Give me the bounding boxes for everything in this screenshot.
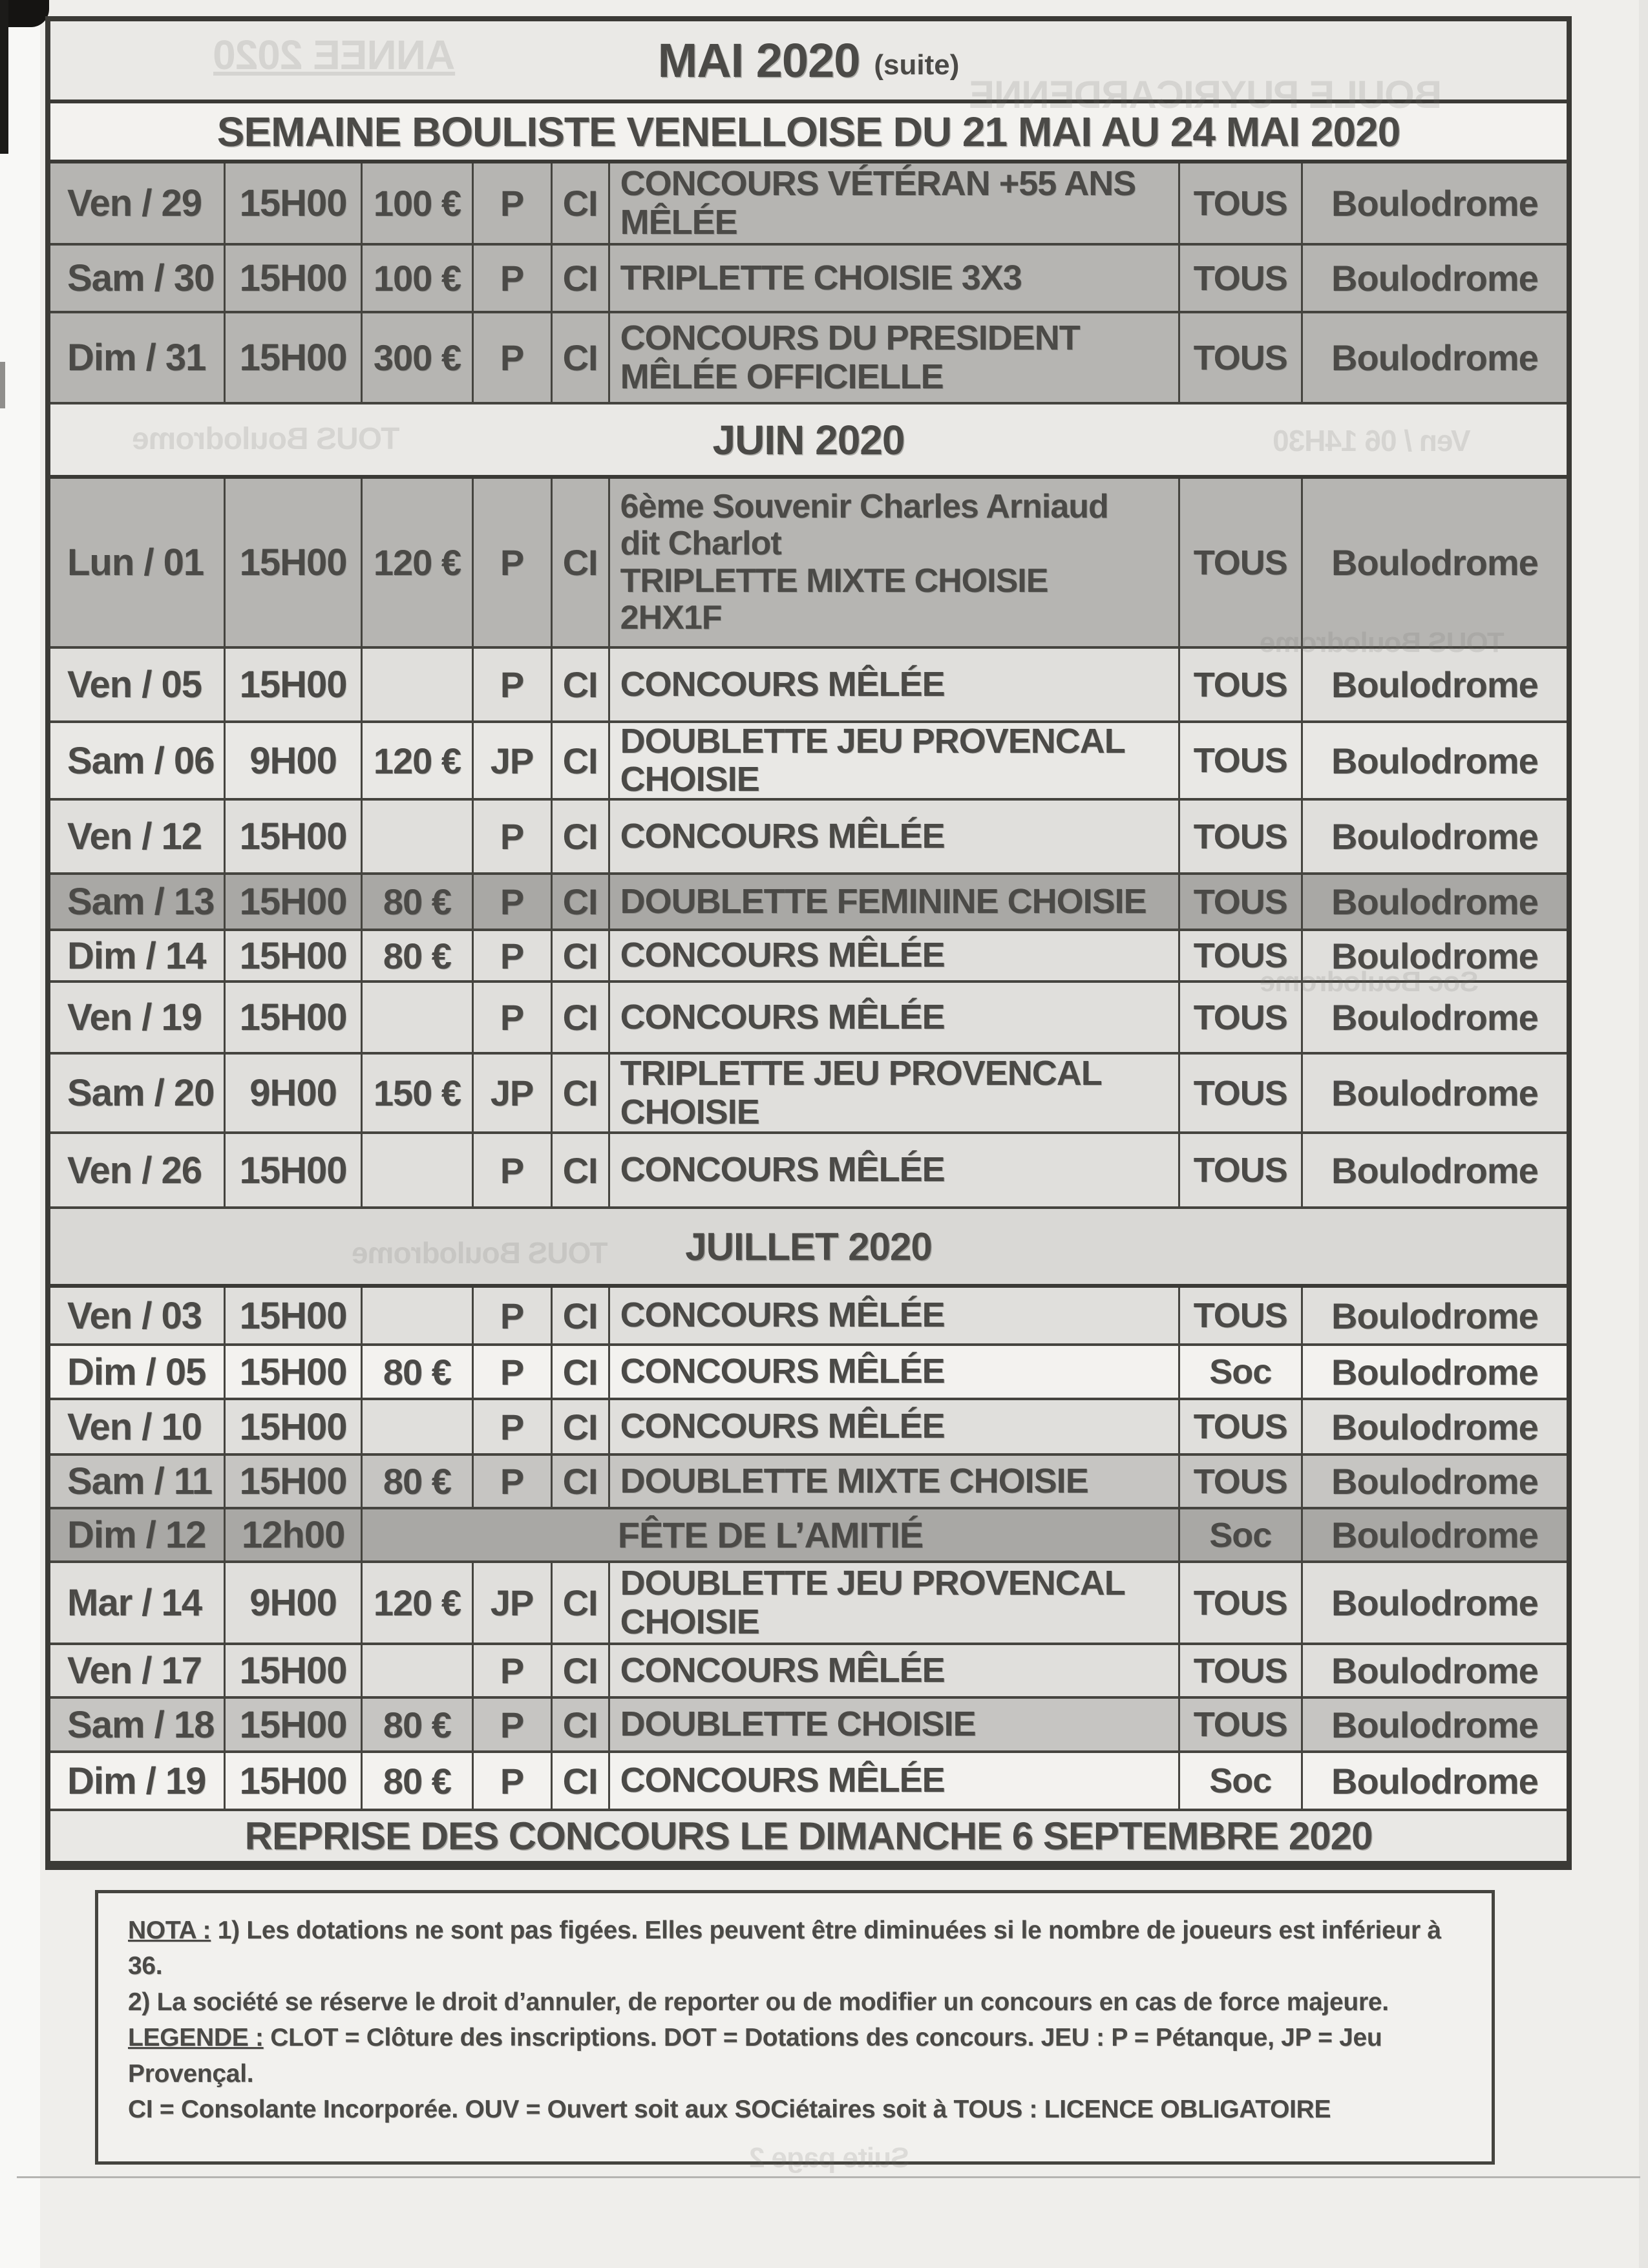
cell-venue: Boulodrome <box>1331 1461 1538 1502</box>
cell-ouv: Soc <box>1180 1509 1303 1560</box>
cell-ci: CI <box>553 1645 610 1696</box>
cell-ci: CI <box>553 931 610 980</box>
bleedthrough-text: ANNEE 2020 <box>213 32 456 78</box>
cell-ouv: TOUS <box>1180 649 1303 720</box>
cell-jeu: JP <box>474 1563 553 1643</box>
cell-event <box>610 1346 1180 1398</box>
month-title-suffix: (suite) <box>874 48 960 81</box>
event-line: CHOISIE <box>620 1092 759 1131</box>
event-line: CONCOURS MÊLÉE <box>620 936 945 975</box>
cell-event-merged: FÊTE DE L’AMITIÉ <box>363 1509 1180 1560</box>
event-line: DOUBLETTE MIXTE CHOISIE <box>620 1461 1088 1500</box>
cell-ci: CI <box>553 1346 610 1398</box>
event-line: CONCOURS MÊLÉE <box>620 664 945 704</box>
cell-ouv: TOUS <box>1180 931 1303 980</box>
cell-price: 80 € <box>363 931 473 980</box>
cell-ouv: TOUS <box>1180 1456 1303 1507</box>
cell-day: Dim / 14 <box>50 931 226 980</box>
cell-ouv: TOUS <box>1180 1400 1303 1453</box>
event-line: CHOISIE <box>620 1602 759 1641</box>
scan-artifact-edge-strip <box>0 0 8 154</box>
cell-event <box>610 479 1180 646</box>
bleedthrough-text: TOUS Boulodrome <box>132 422 400 456</box>
cell-time: 15H00 <box>226 1400 363 1453</box>
cell-jeu: P <box>474 931 553 980</box>
cell-venue: Boulodrome <box>1331 1582 1538 1623</box>
schedule-row <box>50 313 1567 404</box>
schedule-row <box>50 1288 1567 1346</box>
event-line: CONCOURS MÊLÉE <box>620 997 945 1036</box>
event-line: TRIPLETTE MIXTE CHOISIE <box>620 562 1048 600</box>
schedule-row <box>50 801 1567 875</box>
event-line: DOUBLETTE JEU PROVENCAL <box>620 723 1125 761</box>
event-line: dit Charlot <box>620 525 781 563</box>
cell-time: 15H00 <box>226 1456 363 1507</box>
cell-time: 15H00 <box>226 983 363 1052</box>
legende-line2-pre: CI = Consolante Incorporée. OUV = Ouvert soit aux <box>128 2095 735 2123</box>
cell-ci: CI <box>553 1400 610 1453</box>
event-line: CONCOURS DU PRESIDENT <box>620 319 1080 358</box>
cell-price: 100 € <box>363 246 473 311</box>
cell-event <box>610 1563 1180 1643</box>
cell-ouv: TOUS <box>1180 875 1303 929</box>
cell-event <box>610 1288 1180 1343</box>
cell-jeu: JP <box>474 1055 553 1131</box>
cell-jeu: P <box>474 1753 553 1809</box>
cell-event <box>610 1645 1180 1696</box>
cell-time: 9H00 <box>226 1055 363 1131</box>
month-title: JUILLET 2020 <box>685 1224 932 1268</box>
cell-jeu: P <box>474 246 553 311</box>
cell-day: Ven / 19 <box>50 983 226 1052</box>
cell-time: 15H00 <box>226 1645 363 1696</box>
cell-event <box>610 1055 1180 1131</box>
cell-day: Ven / 17 <box>50 1645 226 1696</box>
cell-venue: Boulodrome <box>1331 1351 1538 1392</box>
cell-jeu: P <box>474 313 553 402</box>
cell-day: Ven / 03 <box>50 1288 226 1343</box>
event-line: CONCOURS MÊLÉE <box>620 816 945 856</box>
cell-jeu: P <box>474 649 553 720</box>
nota-line-1 <box>128 1913 1462 1984</box>
cell-jeu: P <box>474 1400 553 1453</box>
cell-jeu: P <box>474 1288 553 1343</box>
event-line: MÊLÉE <box>620 202 737 242</box>
cell-time: 15H00 <box>226 1134 363 1206</box>
cell-ci: CI <box>553 983 610 1052</box>
cell-event <box>610 931 1180 980</box>
cell-ouv: TOUS <box>1180 246 1303 311</box>
legende-line1-text: CLOT = Clôture des inscriptions. DOT = Dotations des concours. JEU : P = Pétanque, JP = Jeu Provençal. <box>128 2024 1382 2088</box>
cell-day: Ven / 26 <box>50 1134 226 1206</box>
event-line: DOUBLETTE FEMININE CHOISIE <box>620 881 1146 921</box>
cell-ouv: TOUS <box>1180 1699 1303 1750</box>
cell-event <box>610 983 1180 1052</box>
cell-time: 15H00 <box>226 163 363 243</box>
event-line: DOUBLETTE JEU PROVENCAL <box>620 1564 1125 1603</box>
cell-venue: Boulodrome <box>1331 935 1538 976</box>
cell-jeu: P <box>474 479 553 646</box>
cell-day: Dim / 19 <box>50 1753 226 1809</box>
banner-text: REPRISE DES CONCOURS LE DIMANCHE 6 SEPTEMBRE 2020 <box>244 1814 1373 1858</box>
cell-time: 12h00 <box>226 1509 363 1560</box>
cell-venue: Boulodrome <box>1331 1150 1538 1191</box>
cell-jeu: JP <box>474 723 553 798</box>
cell-ci: CI <box>553 1753 610 1809</box>
scan-left-paper-edge <box>0 0 40 2268</box>
cell-ci: CI <box>553 1456 610 1507</box>
cell-ci: CI <box>553 1288 610 1343</box>
legende-line2-mid: iétaires soit à <box>788 2095 954 2123</box>
cell-ci: CI <box>553 163 610 243</box>
cell-time: 15H00 <box>226 801 363 872</box>
cell-ci: CI <box>553 649 610 720</box>
cell-event <box>610 163 1180 243</box>
cell-venue: Boulodrome <box>1331 1406 1538 1447</box>
cell-jeu: P <box>474 875 553 929</box>
cell-price: 120 € <box>363 723 473 798</box>
cell-day: Dim / 05 <box>50 1346 226 1398</box>
cell-ci: CI <box>553 723 610 798</box>
cell-event <box>610 1753 1180 1809</box>
cell-price <box>363 1288 473 1343</box>
banner-text: SEMAINE BOULISTE VENELLOISE DU 21 MAI AU 24 MAI 2020 <box>217 108 1400 155</box>
schedule-row <box>50 1699 1567 1753</box>
cell-event <box>610 723 1180 798</box>
event-line: TRIPLETTE CHOISIE 3X3 <box>620 258 1022 297</box>
cell-price <box>363 1400 473 1453</box>
schedule-row <box>50 1753 1567 1811</box>
cell-ci: CI <box>553 1055 610 1131</box>
cell-venue: Boulodrome <box>1331 664 1538 705</box>
cell-jeu: P <box>474 1134 553 1206</box>
schedule-table <box>45 16 1572 1870</box>
cell-event <box>610 649 1180 720</box>
cell-price: 80 € <box>363 1699 473 1750</box>
cell-time: 9H00 <box>226 723 363 798</box>
schedule-row <box>50 1400 1567 1456</box>
month-title: JUIN 2020 <box>712 416 905 463</box>
cell-day: Mar / 14 <box>50 1563 226 1643</box>
cell-ouv: TOUS <box>1180 1134 1303 1206</box>
cell-price: 80 € <box>363 875 473 929</box>
cell-day: Ven / 05 <box>50 649 226 720</box>
cell-ci: CI <box>553 246 610 311</box>
schedule-row <box>50 1055 1567 1134</box>
cell-day: Sam / 13 <box>50 875 226 929</box>
event-line: CONCOURS MÊLÉE <box>620 1650 945 1690</box>
nota-label: NOTA : <box>128 1916 211 1944</box>
cell-ouv: Soc <box>1180 1346 1303 1398</box>
event-line: TRIPLETTE JEU PROVENCAL <box>620 1055 1102 1093</box>
cell-day: Sam / 18 <box>50 1699 226 1750</box>
event-line: MÊLÉE OFFICIELLE <box>620 357 944 396</box>
cell-ci: CI <box>553 875 610 929</box>
cell-venue: Boulodrome <box>1331 816 1538 857</box>
cell-ouv: TOUS <box>1180 723 1303 798</box>
cell-venue: Boulodrome <box>1331 881 1538 922</box>
cell-day: Dim / 12 <box>50 1509 226 1560</box>
event-line: DOUBLETTE CHOISIE <box>620 1705 976 1744</box>
cell-time: 15H00 <box>226 1753 363 1809</box>
cell-price: 150 € <box>363 1055 473 1131</box>
cell-venue: Boulodrome <box>1331 1295 1538 1336</box>
cell-venue: Boulodrome <box>1331 258 1538 299</box>
cell-venue: Boulodrome <box>1331 1760 1538 1801</box>
cell-day: Sam / 30 <box>50 246 226 311</box>
cell-ci: CI <box>553 801 610 872</box>
cell-day: Ven / 29 <box>50 163 226 243</box>
schedule-row <box>50 246 1567 313</box>
cell-time: 15H00 <box>226 1288 363 1343</box>
cell-venue: Boulodrome <box>1331 740 1538 781</box>
cell-jeu: P <box>474 163 553 243</box>
nota-legende-box <box>95 1890 1495 2165</box>
event-line: CONCOURS MÊLÉE <box>620 1352 945 1391</box>
cell-jeu: P <box>474 1645 553 1696</box>
cell-event <box>610 875 1180 929</box>
cell-ci: CI <box>553 1134 610 1206</box>
cell-venue: Boulodrome <box>1331 183 1538 224</box>
cell-time: 9H00 <box>226 1563 363 1643</box>
cell-time: 15H00 <box>226 1699 363 1750</box>
event-line: 2HX1F <box>620 598 722 636</box>
bleedthrough-text: BOULE PUYRICARDENNE <box>969 73 1442 116</box>
cell-event <box>610 1134 1180 1206</box>
cell-time: 15H00 <box>226 649 363 720</box>
cell-time: 15H00 <box>226 1346 363 1398</box>
cell-event <box>610 246 1180 311</box>
event-line: CHOISIE <box>620 760 759 798</box>
cell-price: 80 € <box>363 1456 473 1507</box>
cell-jeu: P <box>474 1456 553 1507</box>
bleedthrough-text: Soc Boulodrome <box>1260 966 1479 998</box>
cell-day: Sam / 06 <box>50 723 226 798</box>
cell-ouv: TOUS <box>1180 983 1303 1052</box>
cell-ci: CI <box>553 1563 610 1643</box>
cell-jeu: P <box>474 801 553 872</box>
scan-artifact-edge-dash <box>0 362 5 408</box>
cell-event <box>610 1400 1180 1453</box>
event-line: CONCOURS MÊLÉE <box>620 1150 945 1190</box>
cell-time: 15H00 <box>226 313 363 402</box>
cell-price: 80 € <box>363 1346 473 1398</box>
month-row-juillet-title <box>50 1209 1567 1288</box>
cell-price: 120 € <box>363 1563 473 1643</box>
cell-venue: Boulodrome <box>1331 997 1538 1038</box>
cell-ouv: TOUS <box>1180 1055 1303 1131</box>
cell-time: 15H00 <box>226 931 363 980</box>
cell-ouv: TOUS <box>1180 163 1303 243</box>
cell-ouv: TOUS <box>1180 801 1303 872</box>
schedule-row <box>50 875 1567 931</box>
cell-jeu: P <box>474 1699 553 1750</box>
cell-venue: Boulodrome <box>1331 1515 1538 1555</box>
cell-event <box>610 801 1180 872</box>
bleedthrough-text: Ven / 06 14H30 <box>1273 424 1471 457</box>
fold-line <box>17 2176 1640 2178</box>
cell-jeu: P <box>474 1346 553 1398</box>
cell-ouv: TOUS <box>1180 1288 1303 1343</box>
cell-ouv: Soc <box>1180 1753 1303 1809</box>
cell-price <box>363 801 473 872</box>
cell-ouv: TOUS <box>1180 479 1303 646</box>
scan-right-edge-shadow <box>1639 0 1648 2268</box>
cell-ci: CI <box>553 479 610 646</box>
cell-ci: CI <box>553 313 610 402</box>
event-line: CONCOURS VÉTÉRAN +55 ANS <box>620 164 1136 204</box>
cell-venue: Boulodrome <box>1331 1650 1538 1691</box>
cell-venue: Boulodrome <box>1331 337 1538 378</box>
cell-venue: Boulodrome <box>1331 1704 1538 1745</box>
cell-price: 80 € <box>363 1753 473 1809</box>
schedule-row <box>50 163 1567 246</box>
schedule-row <box>50 1134 1567 1209</box>
cell-ci: CI <box>553 1699 610 1750</box>
cell-price <box>363 649 473 720</box>
event-line: CONCOURS MÊLÉE <box>620 1407 945 1446</box>
cell-price <box>363 1645 473 1696</box>
nota-line-2: 2) La société se réserve le droit d’annuler, de reporter ou de modifier un concours en cas de force majeure. <box>128 1988 1389 2016</box>
schedule-row <box>50 1456 1567 1509</box>
bleedthrough-text: TOUS Boulodrome <box>1260 627 1505 658</box>
cell-day: Ven / 10 <box>50 1400 226 1453</box>
cell-time: 15H00 <box>226 479 363 646</box>
bleedthrough-text: TOUS Boulodrome <box>352 1236 608 1270</box>
event-line: CONCOURS MÊLÉE <box>620 1296 945 1335</box>
cell-time: 15H00 <box>226 246 363 311</box>
cell-ouv: TOUS <box>1180 313 1303 402</box>
cell-ouv: TOUS <box>1180 1563 1303 1643</box>
schedule-row <box>50 1346 1567 1400</box>
bleedthrough-text: Suite page 2 <box>750 2142 910 2174</box>
month-title: MAI 2020 <box>657 34 860 87</box>
cell-jeu: P <box>474 983 553 1052</box>
legende-label: LEGENDE : <box>128 2024 264 2052</box>
cell-venue: Boulodrome <box>1331 542 1538 583</box>
cell-price <box>363 1134 473 1206</box>
legende-line-1 <box>128 2020 1462 2092</box>
cell-event <box>610 1456 1180 1507</box>
cell-price <box>363 983 473 1052</box>
cell-venue: Boulodrome <box>1331 1073 1538 1113</box>
cell-day: Sam / 11 <box>50 1456 226 1507</box>
cell-ouv: TOUS <box>1180 1645 1303 1696</box>
event-line: CONCOURS MÊLÉE <box>620 1761 945 1800</box>
schedule-row <box>50 1563 1567 1645</box>
cell-day: Ven / 12 <box>50 801 226 872</box>
cell-event <box>610 313 1180 402</box>
cell-price: 100 € <box>363 163 473 243</box>
cell-day: Dim / 31 <box>50 313 226 402</box>
cell-day: Sam / 20 <box>50 1055 226 1131</box>
legende-tous-bold: TOUS : LICENCE OBLIGATOIRE <box>953 2095 1331 2123</box>
schedule-row <box>50 649 1567 723</box>
event-line: 6ème Souvenir Charles Arniaud <box>620 488 1108 526</box>
nota-line1-text: 1) Les dotations ne sont pas figées. Elles peuvent être diminuées si le nombre de joueurs est inférieur à 36. <box>128 1916 1441 1980</box>
fete-row-dim12 <box>50 1509 1567 1563</box>
banner-row-reprise <box>50 1811 1567 1865</box>
cell-price: 300 € <box>363 313 473 402</box>
cell-time: 15H00 <box>226 875 363 929</box>
schedule-row <box>50 1645 1567 1699</box>
schedule-row <box>50 723 1567 801</box>
schedule-row <box>50 479 1567 649</box>
cell-day: Lun / 01 <box>50 479 226 646</box>
legende-soc-bold: SOC <box>734 2095 789 2123</box>
cell-event <box>610 1699 1180 1750</box>
cell-price: 120 € <box>363 479 473 646</box>
legende-line-2 <box>128 2092 1462 2127</box>
